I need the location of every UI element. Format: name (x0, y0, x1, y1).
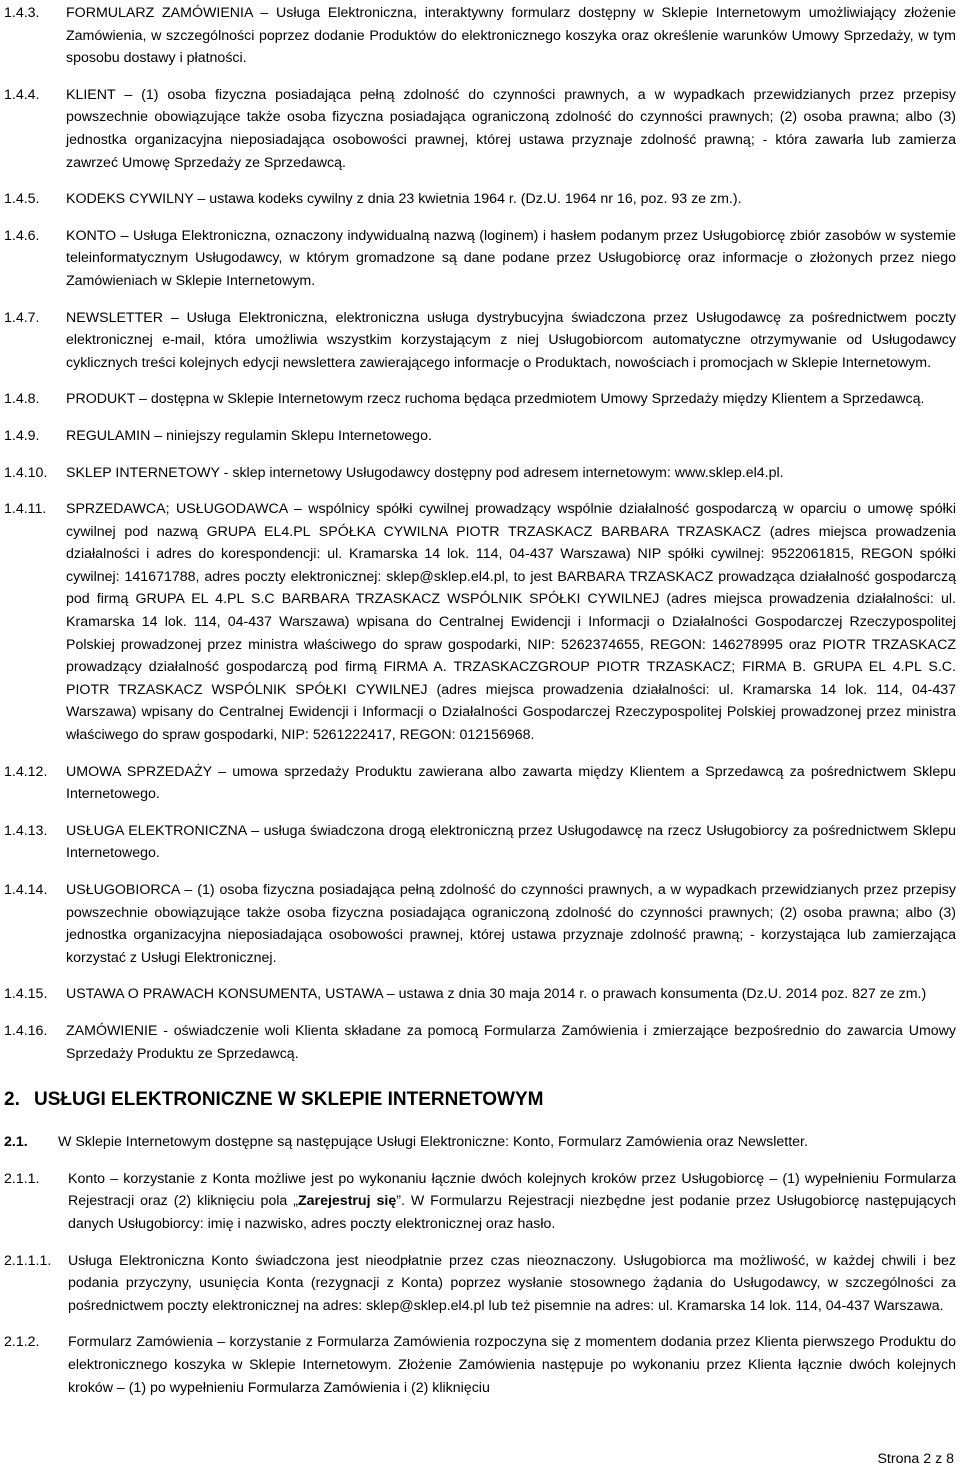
definition-entry (4, 388, 956, 411)
definition-text: ZAMÓWIENIE - oświadczenie woli Klienta składane za pomocą Formularza Zamówienia i zmierzające bezpośrednio do zawarcia Umowy Sprzedaży Produktu ze Sprzedawcą. (66, 1022, 956, 1062)
register-label: Zarejestruj się (298, 1193, 397, 1210)
definition-entry (4, 879, 956, 969)
paragraph-text: W Sklepie Internetowym dostępne są następujące Usługi Elektroniczne: Konto, Formularz Zamówienia oraz Newsletter. (58, 1134, 808, 1151)
definition-text: PRODUKT – dostępna w Sklepie Internetowym rzecz ruchoma będąca przedmiotem Umowy Sprzedaży między Klientem a Sprzedawcą. (66, 391, 925, 408)
definition-number: 1.4.4. (4, 86, 40, 103)
definition-entry (4, 462, 956, 485)
paragraph-number: 2.1.1. (4, 1170, 40, 1187)
definition-entry (4, 820, 956, 865)
definition-text: KODEKS CYWILNY – ustawa kodeks cywilny z dnia 23 kwietnia 1964 r. (Dz.U. 1964 nr 16, poz. 93 ze zm.). (66, 191, 742, 208)
paragraph-number: 2.1.1.1. (4, 1252, 52, 1269)
definition-number: 1.4.16. (4, 1022, 48, 1039)
definitions-list (4, 2, 956, 1065)
text-before: Konto – korzystanie z Konta możliwe jest po wykonaniu łącznie dwóch kolejnych kroków przez Usługobiorcę – (1) wypełnieniu Formularza Rejestracji oraz (2) kliknięciu pola „ (68, 1170, 956, 1210)
paragraph-number: 2.1. (4, 1134, 28, 1151)
paragraph-number: 2.1.2. (4, 1334, 40, 1351)
footer-label: Strona (877, 1451, 920, 1467)
definition-entry (4, 84, 956, 174)
definition-text: USŁUGA ELEKTRONICZNA – usługa świadczona drogą elektroniczną przez Usługodawcę na rzecz Usługobiorcy za pośrednictwem Sklepu Internetowego. (66, 822, 956, 862)
definition-entry (4, 2, 956, 70)
paragraph-2-1-1-1 (4, 1250, 956, 1318)
definition-text: SPRZEDAWCA; USŁUGODAWCA – wspólnicy spółki cywilnej prowadzący wspólnie działalność gospodarczą w oparciu o umowę spółki cywilnej pod nazwą GRUPA EL4.PL SPÓŁKA CYWILNA PIOTR TRZASKACZ BARBARA TRZASKACZ (adres miejsca prowadzenia działalności i adres do korespondencji: ul. Kramarska 14 lok. 114, 04-437 Warszawa) NIP spółki cywilnej: 9522061815, REGON spółki cywilnej: 141671788, adres poczty elektronicznej: sklep@sklep.el4.pl, to jest BARBARA TRZASKACZ prowadząca działalność gospodarczą pod firmą GRUPA EL 4.PL S.C BARBARA TRZASKACZ WSPÓLNIK SPÓŁKI CYWILNEJ (adres miejsca prowadzenia działalności: ul. Kramarska 14 lok. 114, 04-437 Warszawa) wpisana do Centralnej Ewidencji i Informacji o Działalności Gospodarczej Rzeczypospolitej Polskiej prowadzonej przez ministra właściwego do spraw gospodarki, NIP: 5262374655, REGON: 146278995 oraz PIOTR TRZASKACZ prowadzący działalność gospodarczą pod firmą FIRMA A. TRZASKACZGROUP PIOTR TRZASKACZ; FIRMA B. GRUPA EL 4.PL S.C. PIOTR TRZASKACZ WSPÓLNIK SPÓŁKI CYWILNEJ (adres miejsca prowadzenia działalności: ul. Kramarska 14 lok. 114, 04-437 Warszawa) wpisany do Centralnej Ewidencji i Informacji o Działalności Gospodarczej Rzeczypospolitej Polskiej prowadzonej przez ministra właściwego do spraw gospodarki, NIP: 5261222417, REGON: 012156968. (66, 501, 956, 744)
paragraph-text: Formularz Zamówienia – korzystanie z Formularza Zamówienia rozpoczyna się z momentem dodania przez Klienta pierwszego Produktu do elektronicznego koszyka w Sklepie Internetowym. Złożenie Zamówienia następuje po wykonaniu przez Klienta łącznie dwóch kolejnych kroków – (1) po wypełnieniu Formularza Zamówienia i (2) kliknięciu (68, 1334, 956, 1396)
definition-text: FORMULARZ ZAMÓWIENIA – Usługa Elektroniczna, interaktywny formularz dostępny w Sklepie Internetowym umożliwiający złożenie Zamówienia, w szczególności poprzez dodanie Produktów do elektronicznego koszyka oraz określenie warunków Umowy Sprzedaży, w tym sposobu dostawy i płatności. (66, 5, 956, 67)
definition-number: 1.4.13. (4, 822, 48, 839)
definition-text: NEWSLETTER – Usługa Elektroniczna, elektroniczna usługa dystrybucyjna świadczona przez Usługodawcę za pośrednictwem poczty elektronicznej e-mail, która umożliwia wszystkim korzystającym z niej Usługobiorcom automatyczne otrzymywanie od Usługodawcy cyklicznych treści kolejnych edycji newslettera zawierającego informacje o Produktach, nowościach i promocjach w Sklepie Internetowym. (66, 309, 956, 371)
paragraph-2-1-1 (4, 1168, 956, 1236)
definition-entry (4, 225, 956, 293)
definition-entry (4, 1020, 956, 1065)
definition-entry (4, 425, 956, 448)
paragraph-text: Usługa Elektroniczna Konto świadczona jest nieodpłatnie przez czas nieoznaczony. Usługobiorca ma możliwość, w każdej chwili i bez podania przyczyny, usunięcia Konta (rezygnacji z Konta) poprzez wysłanie stosownego żądania do Usługodawcy, w szczególności za pośrednictwem poczty elektronicznej na adres: sklep@sklep.el4.pl lub też pisemnie na adres: ul. Kramarska 14 lok. 114, 04-437 Warszawa. (68, 1252, 956, 1314)
text-after: ”. W Formularzu Rejestracji niezbędne jest podanie przez Usługobiorcę następujących danych Usługobiorcy: imię i nazwisko, adres poczty elektronicznej oraz hasło. (68, 1193, 956, 1232)
definition-number: 1.4.10. (4, 464, 48, 481)
definition-number: 1.4.3. (4, 5, 40, 21)
paragraph-2-1 (4, 1131, 956, 1154)
definition-number: 1.4.14. (4, 882, 48, 898)
definition-text: USŁUGOBIORCA – (1) osoba fizyczna posiadająca pełną zdolność do czynności prawnych, a w wypadkach przewidzianych przez przepisy powszechnie obowiązujące także osoba fizyczna posiadająca ograniczoną zdolność do czynności prawnych; (2) osoba prawna; albo (3) jednostka organizacyjna nieposiadająca osobowości prawnej, której ustawa przyznaje zdolność prawną; - korzystająca lub zamierzająca korzystać z Usługi Elektronicznej. (66, 882, 956, 966)
definition-entry (4, 188, 956, 211)
definition-number: 1.4.7. (4, 309, 40, 326)
definition-text: SKLEP INTERNETOWY - sklep internetowy Usługodawcy dostępny pod adresem internetowym: www.sklep.el4.pl. (66, 464, 784, 481)
definition-number: 1.4.5. (4, 191, 40, 208)
footer-page: 2 (923, 1451, 932, 1467)
section-number: 2. (4, 1089, 20, 1111)
definition-text: KONTO – Usługa Elektroniczna, oznaczony indywidualną nazwą (loginem) i hasłem podanym przez Usługobiorcę zbiór zasobów w systemie teleinformatycznym Usługodawcy, w którym gromadzone są dane podane przez Usługobiorcę oraz informacje o złożonych przez niego Zamówieniach w Sklepie Internetowym. (66, 227, 956, 289)
section-title: USŁUGI ELEKTRONICZNE W SKLEPIE INTERNETOWYM (34, 1089, 544, 1111)
footer-total: 8 (946, 1451, 954, 1467)
definition-number: 1.4.11. (4, 501, 47, 518)
definition-number: 1.4.12. (4, 763, 48, 780)
definition-entry (4, 761, 956, 806)
definition-text: USTAWA O PRAWACH KONSUMENTA, USTAWA – ustawa z dnia 30 maja 2014 r. o prawach konsumenta (Dz.U. 2014 poz. 827 ze zm.) (66, 986, 927, 1003)
definition-entry (4, 498, 956, 747)
section-heading (4, 1087, 956, 1113)
definition-text: KLIENT – (1) osoba fizyczna posiadająca pełną zdolność do czynności prawnych, a w wypadkach przewidzianych przez przepisy powszechnie obowiązujące także osoba fizyczna posiadająca ograniczoną zdolność do czynności prawnych; (2) osoba prawna; albo (3) jednostka organizacyjna nieposiadająca osobowości prawnej, której ustawa przyznaje zdolność prawną; - która zawarła lub zamierza zawrzeć Umowę Sprzedaży ze Sprzedawcą. (66, 86, 956, 171)
paragraph-2-1-2 (4, 1331, 956, 1399)
definition-text: REGULAMIN – niniejszy regulamin Sklepu Internetowego. (66, 427, 432, 444)
paragraph-text (68, 1168, 956, 1236)
page-footer (877, 1448, 954, 1471)
definition-entry (4, 983, 956, 1006)
definition-number: 1.4.9. (4, 427, 40, 444)
definition-number: 1.4.15. (4, 986, 48, 1003)
definition-number: 1.4.8. (4, 391, 40, 408)
definition-number: 1.4.6. (4, 227, 40, 244)
footer-of: z (935, 1451, 943, 1467)
definition-text: UMOWA SPRZEDAŻY – umowa sprzedaży Produktu zawierana albo zawarta między Klientem a Sprzedawcą za pośrednictwem Sklepu Internetowego. (66, 763, 956, 803)
definition-entry (4, 307, 956, 375)
